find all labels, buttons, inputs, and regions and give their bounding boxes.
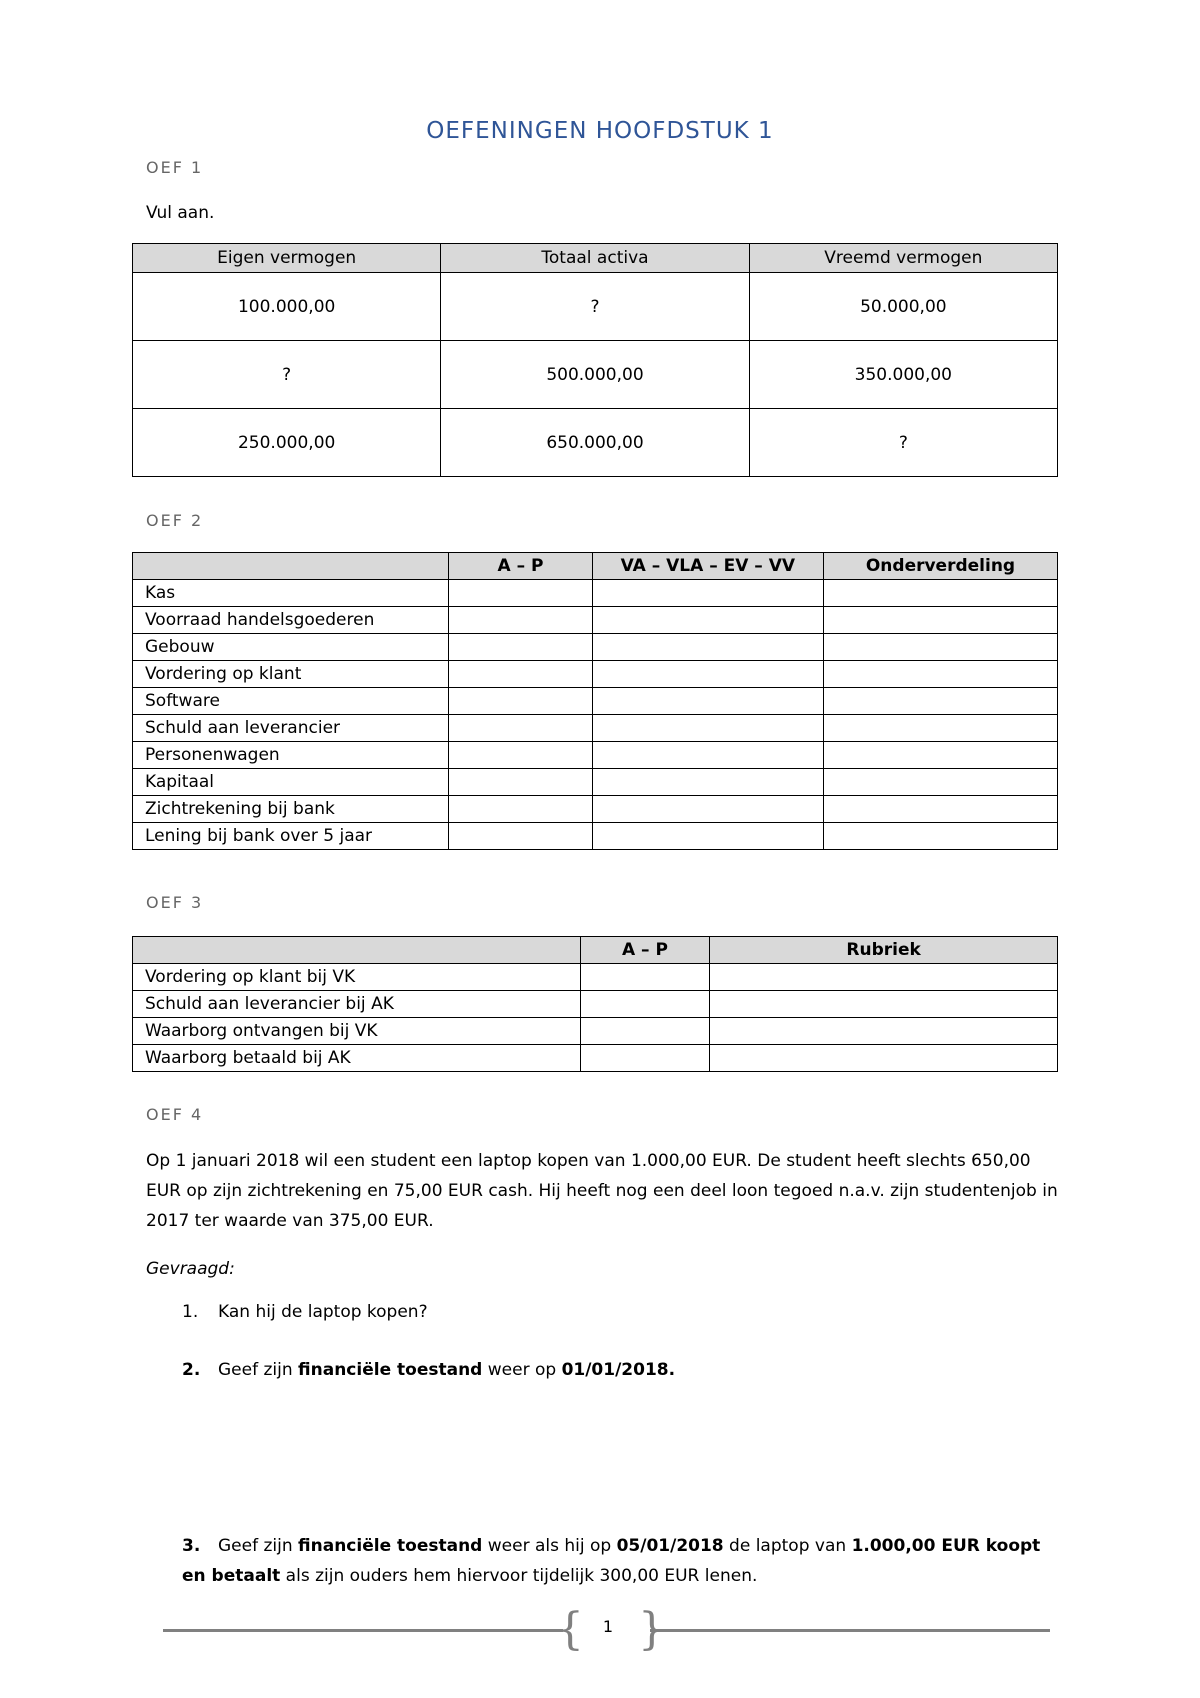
table-cell: 100.000,00 xyxy=(133,273,441,341)
question-text-part: weer op xyxy=(482,1360,562,1380)
oef1-label: OEF 1 xyxy=(146,158,204,177)
answer-cell[interactable] xyxy=(823,769,1057,796)
oef2-header-va-vla-ev-vv: VA – VLA – EV – VV xyxy=(592,553,823,580)
table-cell: 650.000,00 xyxy=(441,409,749,477)
oef2-header-a-p: A – P xyxy=(449,553,592,580)
answer-cell[interactable] xyxy=(592,715,823,742)
answer-cell[interactable] xyxy=(449,823,592,850)
question-2 xyxy=(182,1355,1062,1385)
row-label: Software xyxy=(133,688,449,715)
table-cell: 250.000,00 xyxy=(133,409,441,477)
oef3-header-a-p: A – P xyxy=(580,937,710,964)
oef2-label: OEF 2 xyxy=(146,511,204,530)
answer-cell[interactable] xyxy=(823,607,1057,634)
table-cell: ? xyxy=(133,341,441,409)
row-label: Waarborg ontvangen bij VK xyxy=(133,1018,581,1045)
question-text: Kan hij de laptop kopen? xyxy=(218,1302,428,1322)
table-row xyxy=(133,341,1058,409)
table-row xyxy=(133,607,1058,634)
oef4-paragraph: Op 1 januari 2018 wil een student een laptop kopen van 1.000,00 EUR. De student heeft slechts 650,00 EUR op zijn zichtrekening en 75,00 EUR cash. Hij heeft nog een deel loon tegoed n.a.v. zijn studentenjob in 2017 ter waarde van 375,00 EUR. xyxy=(146,1151,1058,1231)
oef1-instruction: Vul aan. xyxy=(146,203,215,223)
table-row xyxy=(133,742,1058,769)
answer-cell[interactable] xyxy=(823,715,1057,742)
answer-cell[interactable] xyxy=(449,661,592,688)
table-row xyxy=(133,1045,1058,1072)
question-text-part: de laptop van xyxy=(723,1536,852,1556)
row-label: Schuld aan leverancier bij AK xyxy=(133,991,581,1018)
answer-cell[interactable] xyxy=(823,580,1057,607)
oef3-header-rubriek: Rubriek xyxy=(710,937,1058,964)
row-label: Waarborg betaald bij AK xyxy=(133,1045,581,1072)
page-title: OEFENINGEN HOOFDSTUK 1 xyxy=(426,118,774,144)
oef1-table xyxy=(132,243,1058,477)
table-cell: ? xyxy=(441,273,749,341)
oef4-label: OEF 4 xyxy=(146,1105,204,1124)
answer-cell[interactable] xyxy=(710,991,1058,1018)
table-row xyxy=(133,634,1058,661)
answer-cell[interactable] xyxy=(592,796,823,823)
table-row xyxy=(133,796,1058,823)
gevraagd-label: Gevraagd: xyxy=(146,1259,235,1279)
answer-cell[interactable] xyxy=(823,688,1057,715)
oef3-table xyxy=(132,936,1058,1072)
answer-cell[interactable] xyxy=(449,796,592,823)
row-label: Vordering op klant xyxy=(133,661,449,688)
answer-cell[interactable] xyxy=(580,1045,710,1072)
oef1-header-vreemd-vermogen: Vreemd vermogen xyxy=(749,244,1057,273)
oef2-table xyxy=(132,552,1058,850)
footer-brace-left: { xyxy=(556,1604,584,1655)
oef1-header-totaal-activa: Totaal activa xyxy=(441,244,749,273)
table-row xyxy=(133,688,1058,715)
answer-cell[interactable] xyxy=(449,607,592,634)
answer-cell[interactable] xyxy=(592,661,823,688)
question-number: 3. xyxy=(182,1536,201,1556)
table-row xyxy=(133,991,1058,1018)
answer-cell[interactable] xyxy=(592,580,823,607)
row-label: Lening bij bank over 5 jaar xyxy=(133,823,449,850)
table-row xyxy=(133,273,1058,341)
row-label: Personenwagen xyxy=(133,742,449,769)
answer-cell[interactable] xyxy=(823,634,1057,661)
row-label: Schuld aan leverancier xyxy=(133,715,449,742)
row-label: Kapitaal xyxy=(133,769,449,796)
oef2-header-onderverdeling: Onderverdeling xyxy=(823,553,1057,580)
table-row xyxy=(133,1018,1058,1045)
oef2-header-empty xyxy=(133,553,449,580)
answer-cell[interactable] xyxy=(823,823,1057,850)
answer-cell[interactable] xyxy=(592,742,823,769)
answer-cell[interactable] xyxy=(592,607,823,634)
question-text-bold: financiële toestand xyxy=(298,1360,483,1380)
footer-divider-left xyxy=(163,1629,563,1632)
question-text-bold: financiële toestand xyxy=(298,1536,483,1556)
row-label: Gebouw xyxy=(133,634,449,661)
oef3-label: OEF 3 xyxy=(146,893,204,912)
question-number: 2. xyxy=(182,1360,201,1380)
answer-cell[interactable] xyxy=(823,661,1057,688)
table-row xyxy=(133,715,1058,742)
question-text-bold: 01/01/2018. xyxy=(561,1360,676,1380)
table-row xyxy=(133,409,1058,477)
answer-cell[interactable] xyxy=(592,769,823,796)
table-row xyxy=(133,964,1058,991)
answer-cell[interactable] xyxy=(449,715,592,742)
footer-divider-right xyxy=(650,1629,1050,1632)
answer-cell[interactable] xyxy=(823,796,1057,823)
oef3-header-empty xyxy=(133,937,581,964)
question-text-part: weer als hij op xyxy=(482,1536,617,1556)
question-1 xyxy=(182,1297,1062,1327)
table-cell: 500.000,00 xyxy=(441,341,749,409)
question-text-part: Geef zijn xyxy=(218,1536,299,1556)
question-text-part: als zijn ouders hem hiervoor tijdelijk 300,00 EUR lenen. xyxy=(280,1566,758,1586)
page-number: 1 xyxy=(602,1617,614,1636)
table-cell: 350.000,00 xyxy=(749,341,1057,409)
table-row xyxy=(133,823,1058,850)
answer-cell[interactable] xyxy=(710,1018,1058,1045)
answer-cell[interactable] xyxy=(449,688,592,715)
row-label: Kas xyxy=(133,580,449,607)
answer-cell[interactable] xyxy=(580,1018,710,1045)
answer-cell[interactable] xyxy=(449,742,592,769)
footer-brace-right: } xyxy=(638,1604,666,1655)
table-row xyxy=(133,769,1058,796)
answer-cell[interactable] xyxy=(449,634,592,661)
question-text-bold: 1.000,00 EUR koopt en betaalt xyxy=(182,1536,1041,1586)
answer-cell[interactable] xyxy=(710,964,1058,991)
answer-cell[interactable] xyxy=(823,742,1057,769)
answer-cell[interactable] xyxy=(449,769,592,796)
answer-cell[interactable] xyxy=(592,688,823,715)
answer-cell[interactable] xyxy=(710,1045,1058,1072)
row-label: Zichtrekening bij bank xyxy=(133,796,449,823)
answer-cell[interactable] xyxy=(592,823,823,850)
question-number: 1. xyxy=(182,1302,199,1322)
question-text-part: Geef zijn xyxy=(218,1360,299,1380)
answer-cell[interactable] xyxy=(449,580,592,607)
table-row xyxy=(133,661,1058,688)
row-label: Vordering op klant bij VK xyxy=(133,964,581,991)
table-cell: ? xyxy=(749,409,1057,477)
table-cell: 50.000,00 xyxy=(749,273,1057,341)
answer-cell[interactable] xyxy=(580,964,710,991)
answer-cell[interactable] xyxy=(580,991,710,1018)
row-label: Voorraad handelsgoederen xyxy=(133,607,449,634)
table-row xyxy=(133,580,1058,607)
oef1-header-eigen-vermogen: Eigen vermogen xyxy=(133,244,441,273)
answer-cell[interactable] xyxy=(592,634,823,661)
question-text-bold: 05/01/2018 xyxy=(616,1536,724,1556)
question-3 xyxy=(182,1531,1062,1591)
